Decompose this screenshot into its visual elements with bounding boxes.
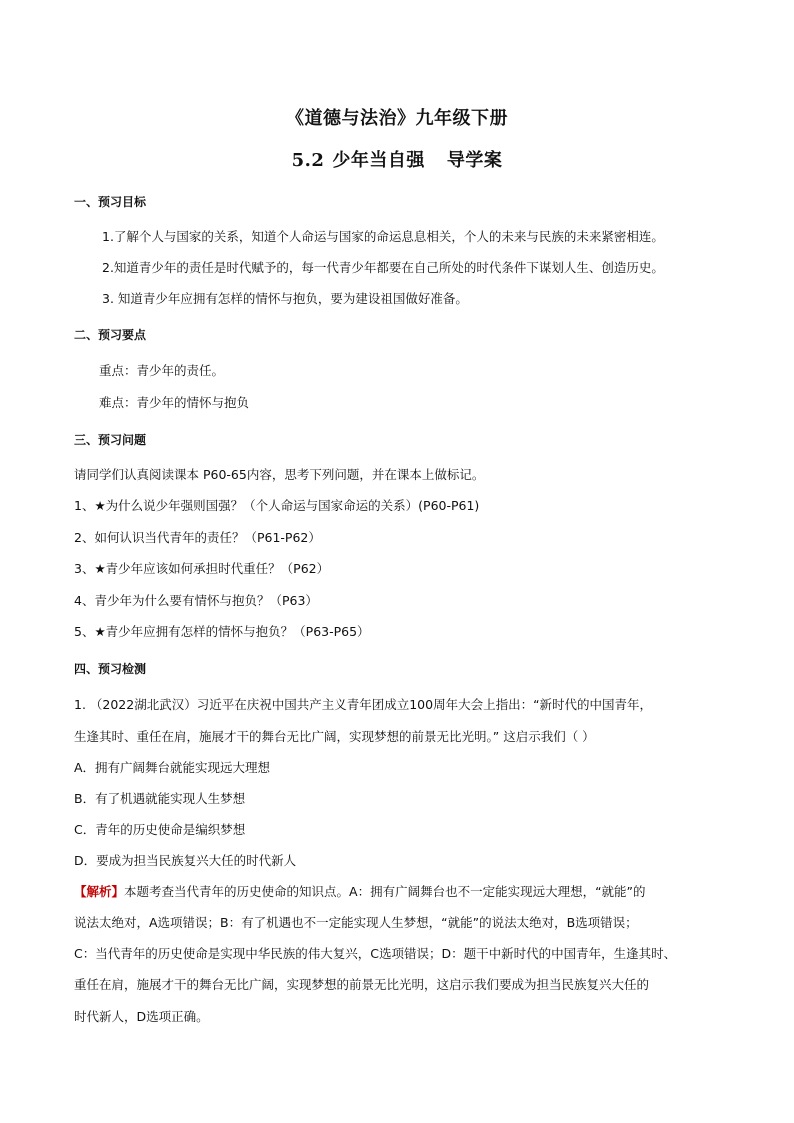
exercise-option-d: D．要成为担当民族复兴大任的时代新人 xyxy=(74,853,297,868)
keypoint-important: 重点：青少年的责任。 xyxy=(99,363,225,378)
analysis-line: 说法太绝对，A选项错误；B：有了机遇也不一定能实现人生梦想，“就能”的说法太绝对，B选项错误； xyxy=(74,915,638,930)
question-item: 2、如何认识当代青年的责任？（P61-P62） xyxy=(74,530,321,545)
question-item: 1、★为什么说少年强则国强？（个人命运与国家命运的关系）(P60-P61) xyxy=(74,498,480,513)
goal-item: 1.了解个人与国家的关系，知道个人命运与国家的命运息息相关，个人的未来与民族的未来紧密相连。 xyxy=(102,229,664,244)
section-heading-check: 四、预习检测 xyxy=(74,662,147,676)
lesson-number: 5.2 xyxy=(291,150,325,171)
exercise-option-c: C．青年的历史使命是编织梦想 xyxy=(74,822,246,837)
questions-intro: 请同学们认真阅读课本 P60-65内容，思考下列问题，并在课本上做标记。 xyxy=(74,467,485,482)
analysis-line xyxy=(74,884,646,900)
exercise-option-b: B．有了机遇就能实现人生梦想 xyxy=(74,791,246,806)
analysis-text: 本题考查当代青年的历史使命的知识点。A：拥有广阔舞台也不一定能实现远大理想，“就能”的 xyxy=(124,884,646,899)
question-item: 3、★青少年应该如何承担时代重任？（P62） xyxy=(74,561,330,576)
section-heading-keypoints: 二、预习要点 xyxy=(74,328,147,342)
analysis-line: C：当代青年的历史使命是实现中华民族的伟大复兴，C选项错误；D：题干中新时代的中国青年，生逢其时、 xyxy=(74,946,677,961)
keypoint-difficult: 难点：青少年的情怀与抱负 xyxy=(99,395,250,410)
lesson-type: 导学案 xyxy=(446,150,503,171)
lesson-title xyxy=(0,146,794,172)
exercise-stem: 生逢其时、重任在肩，施展才干的舞台无比广阔，实现梦想的前景无比光明。” 这启示我们（ ） xyxy=(74,729,595,744)
exercise-option-a: A．拥有广阔舞台就能实现远大理想 xyxy=(74,760,271,775)
question-item: 5、★青少年应拥有怎样的情怀与抱负？（P63-P65） xyxy=(74,624,370,639)
document-title: 《道德与法治》九年级下册 xyxy=(286,108,508,129)
lesson-name: 少年当自强 xyxy=(332,150,425,171)
goal-item: 3. 知道青少年应拥有怎样的情怀与抱负，要为建设祖国做好准备。 xyxy=(102,291,468,306)
exercise-stem: 1. （2022湖北武汉）习近平在庆祝中国共产主义青年团成立100周年大会上指出：“新时代的中国青年， xyxy=(74,697,653,712)
analysis-tag: 【解析】 xyxy=(74,884,125,899)
analysis-line: 时代新人，D选项正确。 xyxy=(74,1009,209,1024)
analysis-line: 重任在肩，施展才干的舞台无比广阔，实现梦想的前景无比光明，这启示我们要成为担当民族复兴大任的 xyxy=(74,977,650,992)
section-heading-goals: 一、预习目标 xyxy=(74,195,147,209)
goal-item: 2.知道青少年的责任是时代赋予的，每一代青少年都要在自己所处的时代条件下谋划人生、创造历史。 xyxy=(102,260,664,275)
section-heading-questions: 三、预习问题 xyxy=(74,433,147,447)
question-item: 4、青少年为什么要有情怀与抱负？（P63） xyxy=(74,593,318,608)
